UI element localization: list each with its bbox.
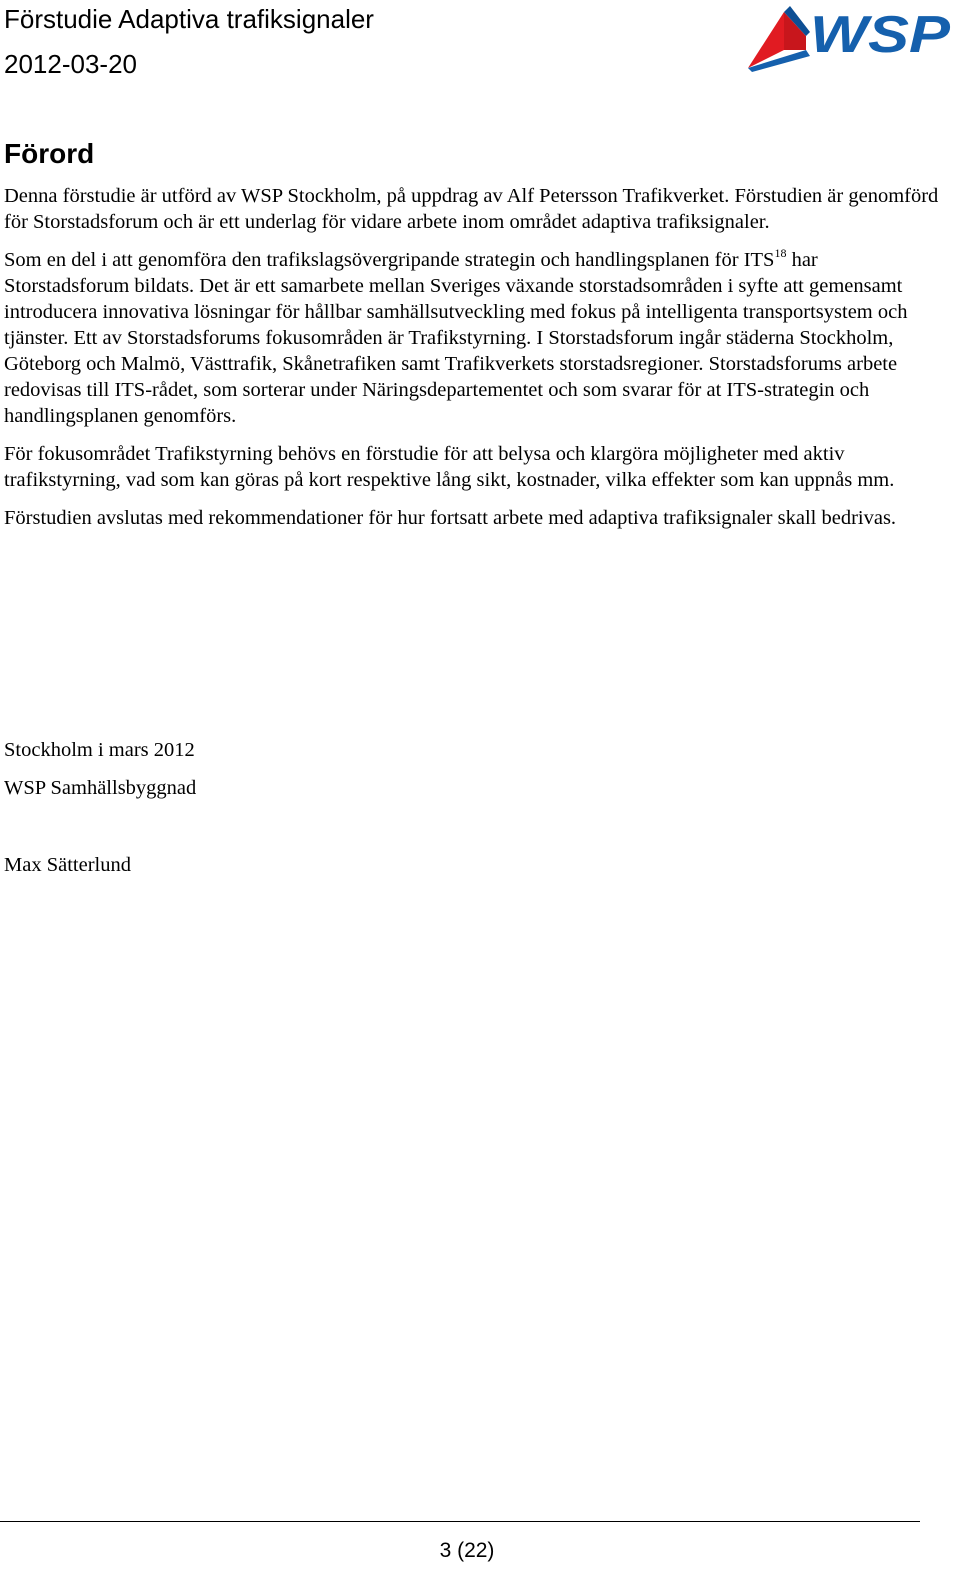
wsp-logo <box>744 2 954 74</box>
signature-organization: WSP Samhällsbyggnad <box>4 777 197 799</box>
footer-divider <box>0 1521 920 1522</box>
paragraph-3: För fokusområdet Trafikstyrning behövs en förstudie för att belysa och klargöra möjligheter med aktiv trafikstyrning, vad som kan göras på kort respektive lång sikt, kostnader, vilka effekter som kan uppnås mm. <box>4 443 895 491</box>
paragraph-2-rest: har Storstadsforum bildats. Det är ett samarbete mellan Sveriges växande storstadsområden i syfte att gemensamt introducera innovativa lösningar för hållbar samhällsutveckling med fokus på intelligenta transportsystem och tjänster. Ett av Storstadsforums fokusområden är Trafikstyrning. I Storstadsforum ingår städerna Stockholm, Göteborg och Malmö, Västtrafik, Skånetrafiken samt Trafikverkets storstadsregioner. Storstadsforums arbete redovisas till ITS-rådet, som sorterar under Näringsdepartementet och som svarar för at ITS-strategin och handlingsplanen genomförs. <box>4 249 908 427</box>
paragraph-2 <box>4 247 944 429</box>
paragraph-2-start: Som en del i att genomföra den trafikslagsövergripande strategin och handlingsplanen för ITS <box>4 249 775 271</box>
page-number: 3 (22) <box>439 1539 495 1562</box>
foreword-body <box>4 183 944 543</box>
signature-place-date: Stockholm i mars 2012 <box>4 739 195 761</box>
document-title: Förstudie Adaptiva trafiksignaler <box>4 4 374 34</box>
paragraph-4: Förstudien avslutas med rekommendationer för hur fortsatt arbete med adaptiva trafiksignaler skall bedrivas. <box>4 507 897 529</box>
wsp-logo-wordmark: WSP <box>810 6 951 64</box>
footnote-reference: 18 <box>774 246 787 260</box>
signature-name: Max Sätterlund <box>4 854 131 876</box>
document-date: 2012-03-20 <box>4 49 137 79</box>
section-heading: Förord <box>4 138 95 169</box>
paragraph-1: Denna förstudie är utförd av WSP Stockholm, på uppdrag av Alf Petersson Trafikverket. Förstudien är genomförd för Storstadsforum och är ett underlag för vidare arbete inom området adaptiva trafiksignaler. <box>4 185 939 233</box>
